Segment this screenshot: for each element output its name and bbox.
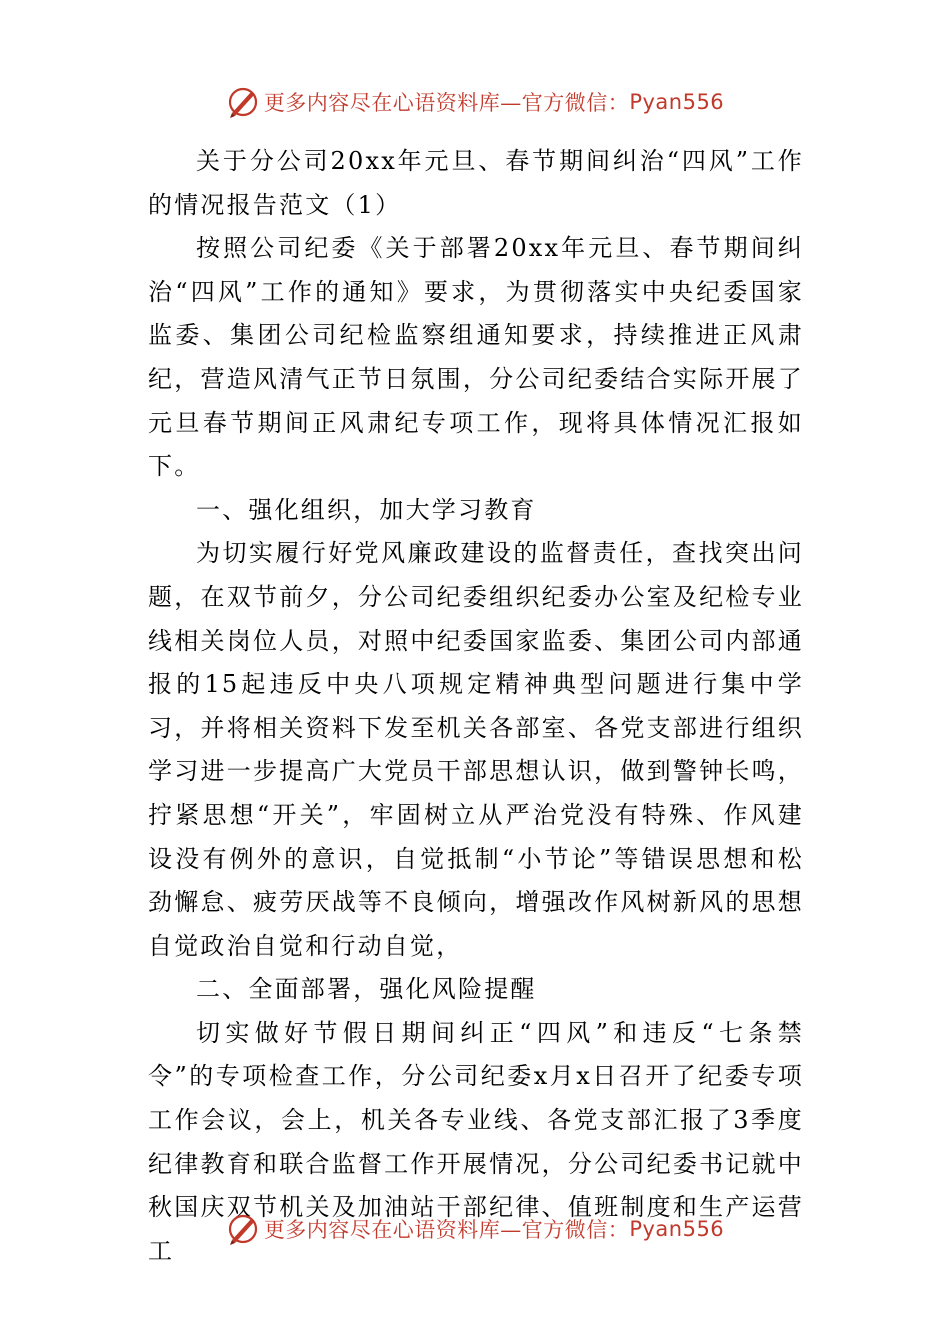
pen-logo-icon (226, 85, 260, 119)
watermark-text: 更多内容尽在心语资料库—官方微信： (263, 91, 630, 115)
document-body (148, 140, 804, 1273)
section-heading-2: 二、全面部署，强化风险提醒 (196, 975, 537, 1004)
watermark-wechat-id: Pyan556 (629, 90, 725, 114)
intro-paragraph: 按照公司纪委《关于部署20xx年元旦、春节期间纠治“四风”工作的通知》要求，为贯彻落实中央纪委国家监委、集团公司纪检监察组通知要求，持续推进正风肃纪，营造风清气正节日氛围，分公司纪委结合实际开展了元旦春节期间正风肃纪专项工作，现将具体情况汇报如下。 (148, 234, 804, 481)
header-watermark (0, 82, 950, 122)
section-heading-1: 一、强化组织，加大学习教育 (196, 495, 537, 524)
watermark-text: 更多内容尽在心语资料库—官方微信： (263, 1218, 630, 1242)
footer-watermark (0, 1209, 950, 1249)
section-2-paragraph: 切实做好节假日期间纠正“四风”和违反“七条禁令”的专项检查工作，分公司纪委x月x日召开了纪委专项工作会议，会上，机关各专业线、各党支部汇报了3季度纪律教育和联合监督工作开展情况，分公司纪委书记就中秋国庆双节机关及加油站干部纪律、值班制度和生产运营工 (148, 1018, 804, 1265)
document-title: 关于分公司20xx年元旦、春节期间纠治“四风”工作的情况报告范文（1） (148, 147, 804, 219)
section-1-paragraph: 为切实履行好党风廉政建设的监督责任，查找突出问题，在双节前夕，分公司纪委组织纪委办公室及纪检专业线相关岗位人员，对照中纪委国家监委、集团公司内部通报的15起违反中央八项规定精神典型问题进行集中学习，并将相关资料下发至机关各部室、各党支部进行组织学习进一步提高广大党员干部思想认识，做到警钟长鸣，拧紧思想“开关”，牢固树立从严治党没有特殊、作风建设没有例外的意识，自觉抵制“小节论”等错误思想和松劲懈怠、疲劳厌战等不良倾向，增强改作风树新风的思想自觉政治自觉和行动自觉， (148, 539, 804, 960)
watermark-wechat-id: Pyan556 (629, 1217, 725, 1241)
pen-logo-icon (226, 1212, 260, 1246)
